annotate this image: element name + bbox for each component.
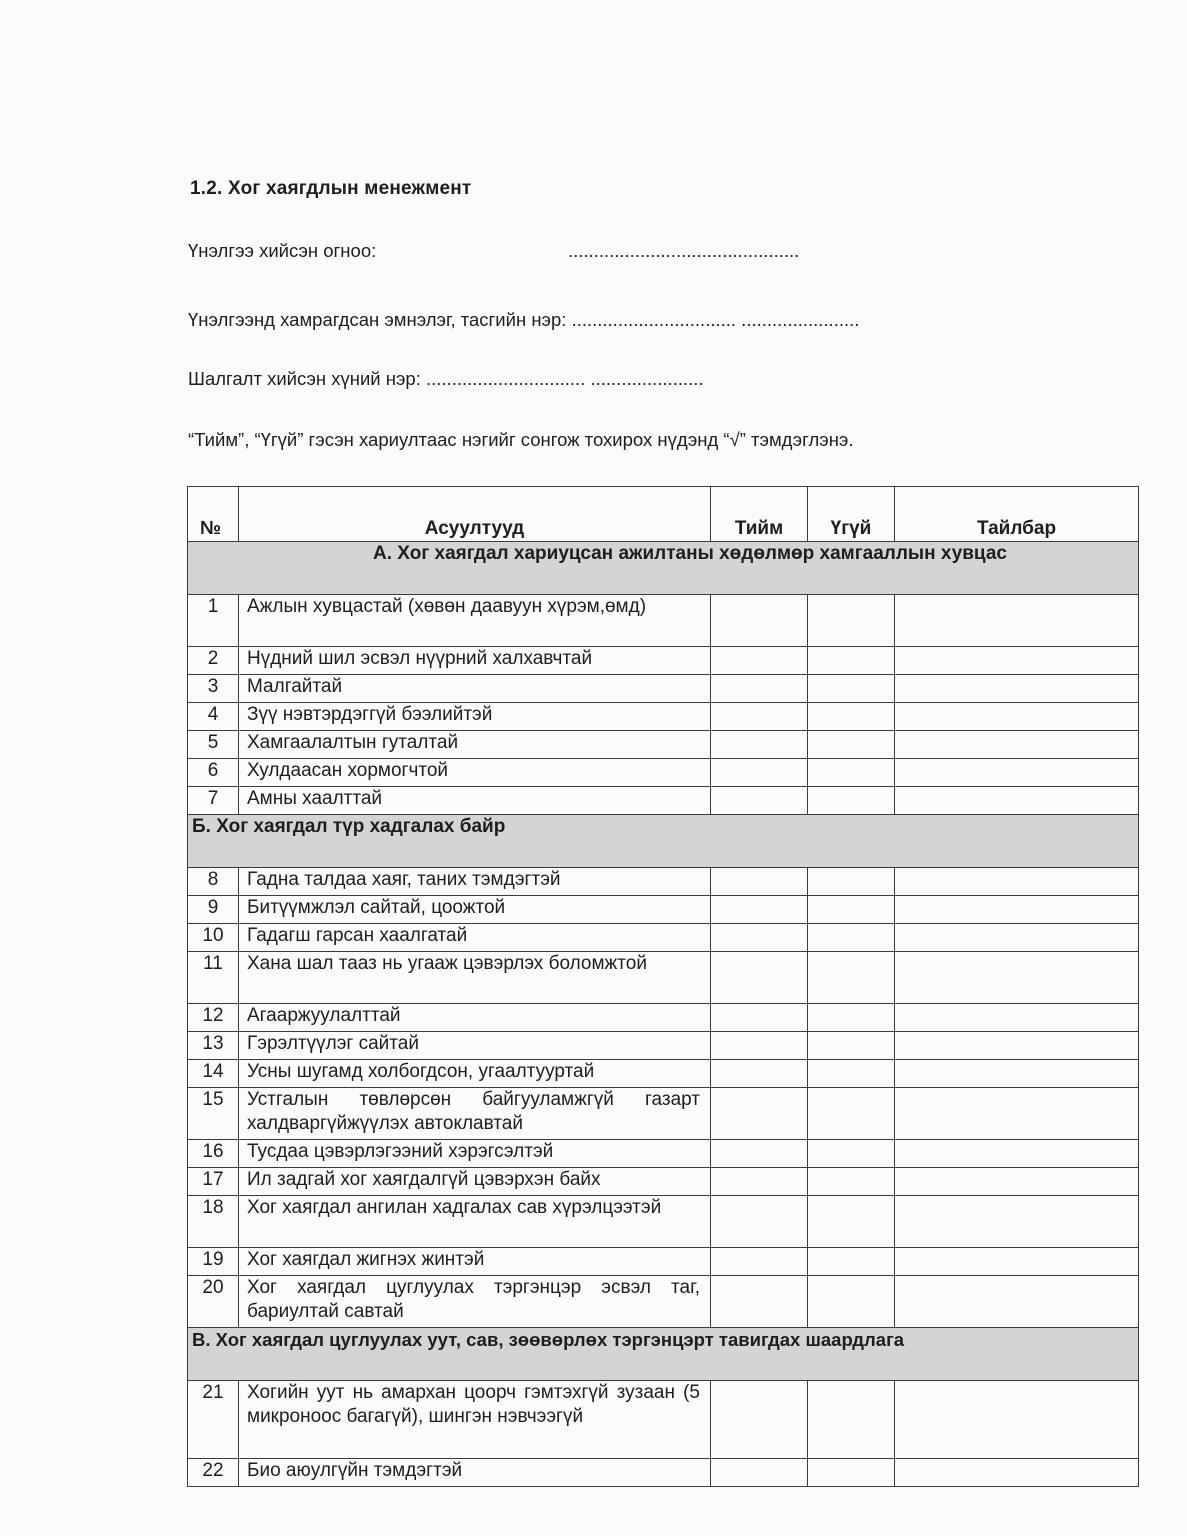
yes-cell[interactable] (711, 1276, 808, 1328)
row-question: Тусдаа цэвэрлэгээний хэрэгсэлтэй (239, 1140, 711, 1168)
section-row (188, 1328, 1139, 1381)
assessment-date-field (188, 240, 800, 262)
yes-cell[interactable] (711, 1140, 808, 1168)
note-cell[interactable] (895, 1381, 1139, 1459)
row-number: 20 (188, 1276, 239, 1328)
note-cell[interactable] (895, 1004, 1139, 1032)
section-row (188, 815, 1139, 868)
yes-cell[interactable] (711, 731, 808, 759)
note-cell[interactable] (895, 1248, 1139, 1276)
yes-cell[interactable] (711, 647, 808, 675)
note-cell[interactable] (895, 675, 1139, 703)
no-cell[interactable] (808, 1276, 895, 1328)
row-number: 13 (188, 1032, 239, 1060)
table-row (188, 1248, 1139, 1276)
no-cell[interactable] (808, 1088, 895, 1140)
row-number: 15 (188, 1088, 239, 1140)
note-cell[interactable] (895, 647, 1139, 675)
table-row (188, 924, 1139, 952)
table-row (188, 1088, 1139, 1140)
table-row (188, 1168, 1139, 1196)
note-cell[interactable] (895, 1196, 1139, 1248)
row-question: Хулдаасан хормогчтой (239, 759, 711, 787)
note-cell[interactable] (895, 1088, 1139, 1140)
row-question: Малгайтай (239, 675, 711, 703)
yes-cell[interactable] (711, 1248, 808, 1276)
note-cell[interactable] (895, 759, 1139, 787)
checklist-table (187, 486, 1139, 1487)
row-number: 6 (188, 759, 239, 787)
row-question: Хог хаягдал жигнэх жинтэй (239, 1248, 711, 1276)
row-question: Битүүмжлэл сайтай, цоожтой (239, 896, 711, 924)
row-number: 11 (188, 952, 239, 1004)
yes-cell[interactable] (711, 595, 808, 647)
note-cell[interactable] (895, 1032, 1139, 1060)
no-cell[interactable] (808, 1381, 895, 1459)
table-row (188, 1196, 1139, 1248)
note-cell[interactable] (895, 896, 1139, 924)
table-row (188, 896, 1139, 924)
table-row (188, 1459, 1139, 1487)
yes-cell[interactable] (711, 703, 808, 731)
row-question: Био аюулгүйн тэмдэгтэй (239, 1459, 711, 1487)
row-number: 12 (188, 1004, 239, 1032)
note-cell[interactable] (895, 1168, 1139, 1196)
yes-cell[interactable] (711, 1032, 808, 1060)
no-cell[interactable] (808, 1168, 895, 1196)
no-cell[interactable] (808, 1060, 895, 1088)
yes-cell[interactable] (711, 1459, 808, 1487)
header-yes: Тийм (711, 487, 808, 542)
row-question: Гэрэлтүүлэг сайтай (239, 1032, 711, 1060)
table-row (188, 731, 1139, 759)
table-row (188, 1032, 1139, 1060)
section-title: В. Хог хаягдал цуглуулах уут, сав, зөөвөрлөх тэргэнцэрт тавигдах шаардлага (188, 1328, 1139, 1381)
no-cell[interactable] (808, 759, 895, 787)
section-heading: 1.2. Хог хаягдлын менежмент (190, 178, 472, 199)
no-cell[interactable] (808, 868, 895, 896)
row-question: Ажлын хувцастай (хөвөн даавуун хүрэм,өмд) (239, 595, 711, 647)
no-cell[interactable] (808, 1459, 895, 1487)
table-header-row (188, 487, 1139, 542)
yes-cell[interactable] (711, 952, 808, 1004)
inspector-name-field (188, 368, 704, 390)
row-number: 18 (188, 1196, 239, 1248)
no-cell[interactable] (808, 952, 895, 1004)
instruction-text: “Тийм”, “Үгүй” гэсэн хариултаас нэгийг сонгож тохирох нүдэнд “√” тэмдэглэнэ. (188, 429, 854, 450)
note-cell[interactable] (895, 1459, 1139, 1487)
no-cell[interactable] (808, 1032, 895, 1060)
row-number: 17 (188, 1168, 239, 1196)
header-questions: Асуултууд (239, 487, 711, 542)
yes-cell[interactable] (711, 1060, 808, 1088)
yes-cell[interactable] (711, 675, 808, 703)
table-row (188, 647, 1139, 675)
table-row (188, 595, 1139, 647)
note-cell[interactable] (895, 787, 1139, 815)
table-row (188, 868, 1139, 896)
row-number: 16 (188, 1140, 239, 1168)
yes-cell[interactable] (711, 1196, 808, 1248)
row-number: 10 (188, 924, 239, 952)
note-cell[interactable] (895, 868, 1139, 896)
header-number: № (188, 487, 239, 542)
row-number: 19 (188, 1248, 239, 1276)
row-question: Хана шал тааз нь угааж цэвэрлэх боломжтой (239, 952, 711, 1004)
row-number: 8 (188, 868, 239, 896)
yes-cell[interactable] (711, 787, 808, 815)
note-cell[interactable] (895, 595, 1139, 647)
note-cell[interactable] (895, 1276, 1139, 1328)
table-row (188, 1004, 1139, 1032)
row-number: 5 (188, 731, 239, 759)
no-cell[interactable] (808, 675, 895, 703)
section-row (188, 542, 1139, 595)
assessment-date-label: Үнэлгээ хийсэн огноо: (188, 240, 377, 261)
table-row (188, 703, 1139, 731)
row-number: 4 (188, 703, 239, 731)
section-title: А. Хог хаягдал хариуцсан ажилтаны хөдөлмөр хамгааллын хувцас (188, 542, 1139, 595)
table-row (188, 1060, 1139, 1088)
table-row (188, 952, 1139, 1004)
row-question: Гадагш гарсан хаалгатай (239, 924, 711, 952)
row-number: 14 (188, 1060, 239, 1088)
row-question: Гадна талдаа хаяг, таних тэмдэгтэй (239, 868, 711, 896)
no-cell[interactable] (808, 1196, 895, 1248)
yes-cell[interactable] (711, 896, 808, 924)
no-cell[interactable] (808, 703, 895, 731)
row-number: 22 (188, 1459, 239, 1487)
row-question: Хамгаалалтын гуталтай (239, 731, 711, 759)
hospital-department-label: Үнэлгээнд хамрагдсан эмнэлэг, тасгийн нэр: (188, 309, 567, 330)
table-row (188, 759, 1139, 787)
row-question: Агааржуулалттай (239, 1004, 711, 1032)
no-cell[interactable] (808, 896, 895, 924)
table-row (188, 1381, 1139, 1459)
note-cell[interactable] (895, 703, 1139, 731)
no-cell[interactable] (808, 924, 895, 952)
yes-cell[interactable] (711, 924, 808, 952)
yes-cell[interactable] (711, 1088, 808, 1140)
no-cell[interactable] (808, 1004, 895, 1032)
note-cell[interactable] (895, 1140, 1139, 1168)
note-cell[interactable] (895, 1060, 1139, 1088)
row-number: 9 (188, 896, 239, 924)
no-cell[interactable] (808, 595, 895, 647)
no-cell[interactable] (808, 1248, 895, 1276)
row-question: Хог хаягдал цуглуулах тэргэнцэр эсвэл таг, бариултай савтай (239, 1276, 711, 1328)
row-question: Устгалын төвлөрсөн байгууламжгүй газарт халдваргүйжүүлэх автоклавтай (239, 1088, 711, 1140)
row-number: 7 (188, 787, 239, 815)
section-title: Б. Хог хаягдал түр хадгалах байр (188, 815, 1139, 868)
row-question: Хогийн уут нь амархан цоорч гэмтэхгүй зузаан (5 микроноос багагүй), шингэн нэвчээгүй (239, 1381, 711, 1459)
header-note: Тайлбар (895, 487, 1139, 542)
row-number: 3 (188, 675, 239, 703)
note-cell[interactable] (895, 731, 1139, 759)
inspector-name-label: Шалгалт хийсэн хүний нэр: (188, 368, 421, 389)
table-row (188, 787, 1139, 815)
note-cell[interactable] (895, 924, 1139, 952)
no-cell[interactable] (808, 731, 895, 759)
no-cell[interactable] (808, 647, 895, 675)
table-row (188, 675, 1139, 703)
yes-cell[interactable] (711, 1381, 808, 1459)
yes-cell[interactable] (711, 1004, 808, 1032)
row-number: 2 (188, 647, 239, 675)
row-question: Усны шугамд холбогдсон, угаалтууртай (239, 1060, 711, 1088)
inspector-name-blank[interactable]: ............................... ...................... (426, 368, 704, 389)
hospital-department-field (188, 309, 859, 331)
table-row (188, 1140, 1139, 1168)
row-question: Хог хаягдал ангилан хадгалах сав хүрэлцээтэй (239, 1196, 711, 1248)
row-number: 21 (188, 1381, 239, 1459)
header-no: Үгүй (808, 487, 895, 542)
row-question: Зүү нэвтэрдэггүй бээлийтэй (239, 703, 711, 731)
assessment-date-blank[interactable]: ............................................. (568, 240, 800, 261)
row-question: Нүдний шил эсвэл нүүрний халхавчтай (239, 647, 711, 675)
row-number: 1 (188, 595, 239, 647)
note-cell[interactable] (895, 952, 1139, 1004)
row-question: Амны хаалттай (239, 787, 711, 815)
yes-cell[interactable] (711, 759, 808, 787)
hospital-department-blank[interactable]: ................................ ....................... (571, 309, 860, 330)
no-cell[interactable] (808, 787, 895, 815)
yes-cell[interactable] (711, 1168, 808, 1196)
row-question: Ил задгай хог хаягдалгүй цэвэрхэн байх (239, 1168, 711, 1196)
yes-cell[interactable] (711, 868, 808, 896)
no-cell[interactable] (808, 1140, 895, 1168)
table-row (188, 1276, 1139, 1328)
